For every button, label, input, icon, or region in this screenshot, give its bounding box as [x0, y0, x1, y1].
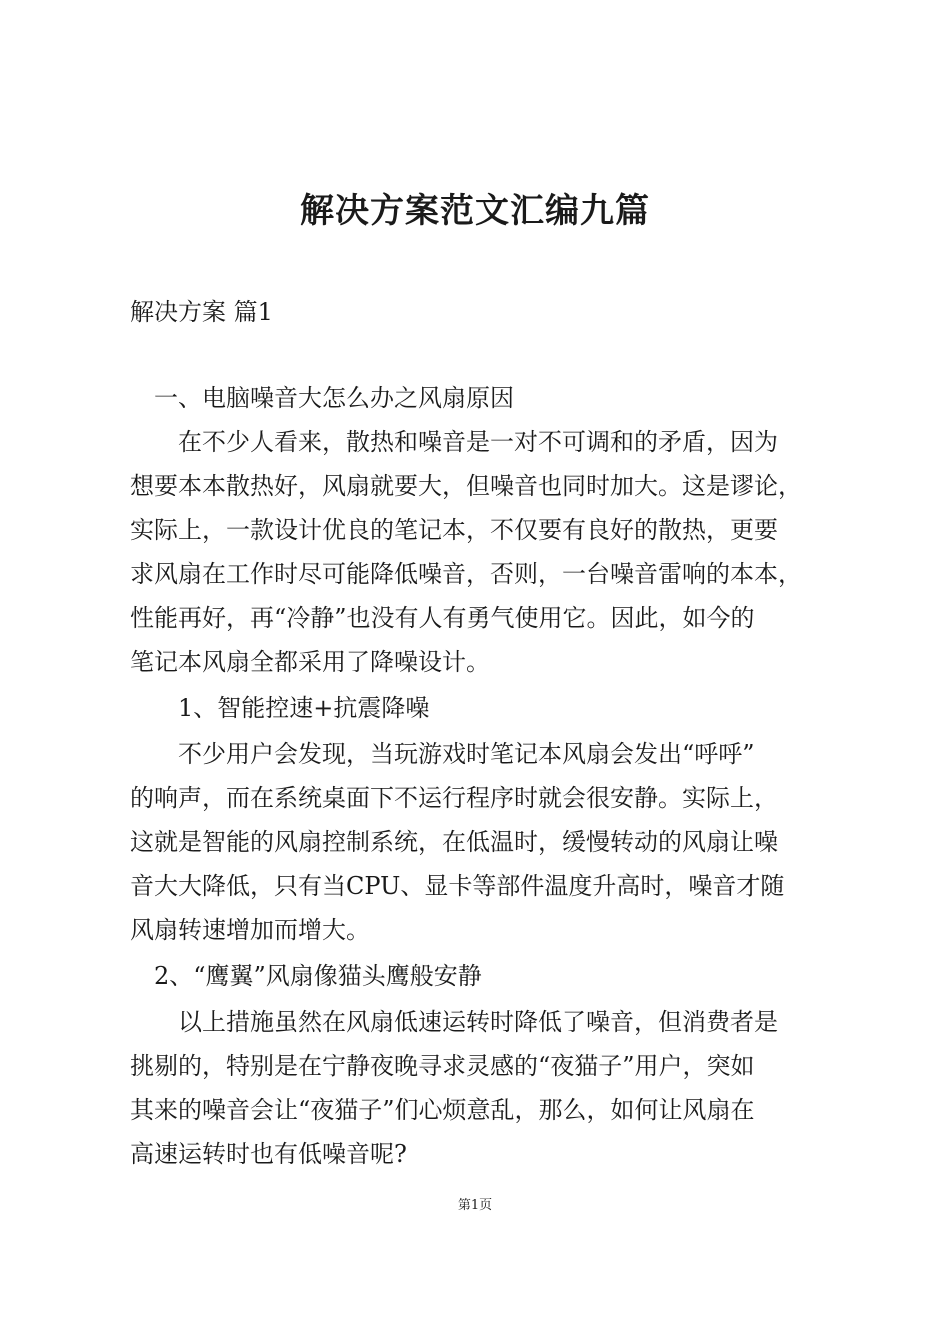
paragraph-3-line-4: 高速运转时也有低噪音呢? [130, 1140, 407, 1168]
page-title: 解决方案范文汇编九篇 [300, 191, 650, 231]
paragraph-1-line-2: 想要本本散热好，风扇就要大，但噪音也同时加大。这是谬论， [130, 472, 802, 500]
paragraph-1-line-4: 求风扇在工作时尽可能降低噪音，否则，一台噪音雷响的本本， [130, 560, 802, 588]
paragraph-3-line-3: 其来的噪音会让“夜猫子”们心烦意乱，那么，如何让风扇在 [130, 1096, 755, 1124]
paragraph-3-line-1: 以上措施虽然在风扇低速运转时降低了噪音，但消费者是 [178, 1008, 778, 1036]
paragraph-2-line-5: 风扇转速增加而增大。 [130, 916, 370, 944]
paragraph-1-line-3: 实际上，一款设计优良的笔记本，不仅要有良好的散热，更要 [130, 516, 778, 544]
paragraph-2-line-4: 音大大降低，只有当CPU、显卡等部件温度升高时，噪音才随 [130, 872, 785, 900]
paragraph-2-line-3: 这就是智能的风扇控制系统，在低温时，缓慢转动的风扇让噪 [130, 828, 778, 856]
subheading-smart-speed: 1、智能控速+抗震降噪 [178, 694, 430, 722]
paragraph-1-line-6: 笔记本风扇全都采用了降噪设计。 [130, 648, 490, 676]
paragraph-2-line-2: 的响声，而在系统桌面下不运行程序时就会很安静。实际上， [130, 784, 778, 812]
paragraph-3-line-2: 挑剔的，特别是在宁静夜晚寻求灵感的“夜猫子”用户，突如 [130, 1052, 755, 1080]
section-label: 解决方案 篇1 [130, 298, 273, 326]
subheading-eagle-wing: 2、“鹰翼”风扇像猫头鹰般安静 [154, 962, 482, 990]
paragraph-2-line-1: 不少用户会发现，当玩游戏时笔记本风扇会发出“呼呼” [178, 740, 755, 768]
paragraph-1-line-1: 在不少人看来，散热和噪音是一对不可调和的矛盾，因为 [178, 428, 778, 456]
page-number: 第1页 [457, 1198, 493, 1213]
paragraph-1-line-5: 性能再好，再“冷静”也没有人有勇气使用它。因此，如今的 [130, 604, 755, 632]
heading-fan-cause: 一、电脑噪音大怎么办之风扇原因 [154, 384, 514, 412]
